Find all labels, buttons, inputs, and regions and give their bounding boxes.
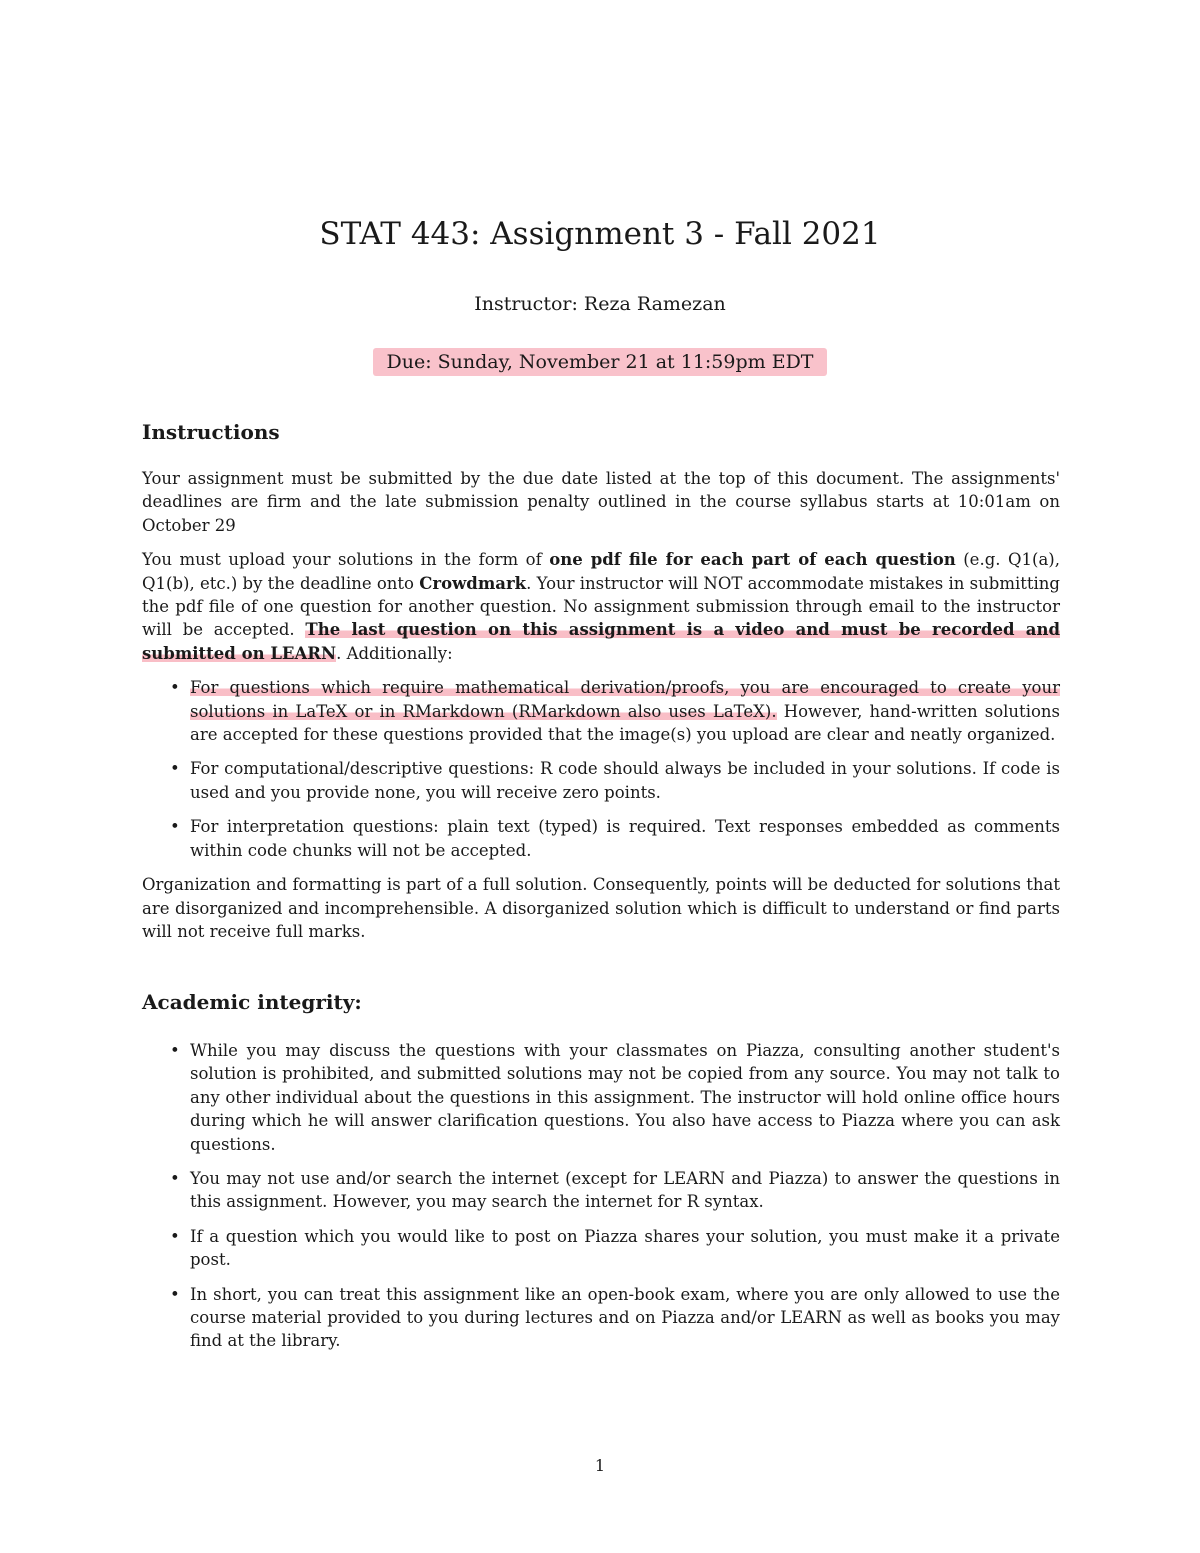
instructor-line: Instructor: Reza Ramezan — [474, 293, 726, 315]
instructions-bullet-latex — [190, 676, 1060, 746]
academic-integrity-section — [142, 1039, 1060, 1364]
academic-bullet-private-post: • If a question which you would like to post on Piazza shares your solution, you must make it a private post. — [190, 1225, 1060, 1272]
academic-integrity-heading: Academic integrity: — [142, 990, 362, 1014]
para2-bold-crowdmark: Crowdmark — [419, 573, 527, 593]
academic-bullet-discussion: • While you may discuss the questions with your classmates on Piazza, consulting another student's solution is prohibited, and submitted solutions may not be copied from any source. You may not talk to any other individual about the questions in this assignment. The instructor will hold online office hours during which he will answer clarification questions. You also have access to Piazza where you can ask questions. — [190, 1039, 1060, 1156]
para2-text-4: . Additionally: — [336, 643, 453, 663]
instructions-paragraph-2 — [142, 548, 1060, 665]
instructions-bullet-list — [142, 676, 1060, 862]
due-date-highlighted: Due: Sunday, November 21 at 11:59pm EDT — [373, 348, 828, 376]
academic-integrity-bullet-list — [142, 1039, 1060, 1353]
latex-bullet-highlighted: For questions which require mathematical derivation/proofs, you are encouraged to create your solutions in LaTeX or in RMarkdown (RMarkdown also uses LaTeX). — [190, 678, 1060, 721]
due-date-wrapper — [0, 348, 1200, 376]
instructions-bullet-r-code: • For computational/descriptive questions: R code should always be included in your solutions. If code is used and you provide none, you will receive zero points. — [190, 757, 1060, 804]
academic-bullet-internet: • You may not use and/or search the internet (except for LEARN and Piazza) to answer the questions in this assignment. However, you may search the internet for R syntax. — [190, 1167, 1060, 1214]
instructions-bullet-plain-text: • For interpretation questions: plain text (typed) is required. Text responses embedded as comments within code chunks will not be accepted. — [190, 815, 1060, 862]
para2-text-1: You must upload your solutions in the form of — [142, 550, 550, 570]
page-number: 1 — [594, 1456, 606, 1475]
instructions-section — [142, 467, 1060, 954]
para2-text-3: . Your instructor will NOT accommodate mistakes in submitting the pdf file of one question for another question. No assignment submission through email to the instructor will be accepted. — [142, 573, 1060, 640]
document-title: STAT 443: Assignment 3 - Fall 2021 — [319, 216, 881, 252]
latex-bullet-rest: However, hand-written solutions are accepted for these questions provided that the image(s) you upload are clear and neatly organized. — [190, 701, 1060, 745]
para2-bold-video-rule-highlighted: The last question on this assignment is a video and must be recorded and submitted on LEARN — [142, 620, 1060, 663]
para2-bold-pdf-rule: one pdf file for each part of each question — [549, 550, 956, 570]
instructions-heading: Instructions — [142, 420, 280, 444]
instructions-paragraph-3: Organization and formatting is part of a full solution. Consequently, points will be deducted for solutions that are disorganized and incomprehensible. A disorganized solution which is difficult to understand or find parts will not receive full marks. — [142, 875, 1060, 941]
academic-bullet-open-book: • In short, you can treat this assignment like an open-book exam, where you are only allowed to use the course material provided to you during lectures and on Piazza and/or LEARN as well as books you may find at the library. — [190, 1283, 1060, 1353]
instructions-paragraph-1: Your assignment must be submitted by the due date listed at the top of this document. The assignments' deadlines are firm and the late submission penalty outlined in the course syllabus starts at 10:01am on October 29 — [142, 469, 1060, 535]
para2-text-2: (e.g. Q1(a), Q1(b), etc.) by the deadline onto — [142, 550, 1060, 593]
